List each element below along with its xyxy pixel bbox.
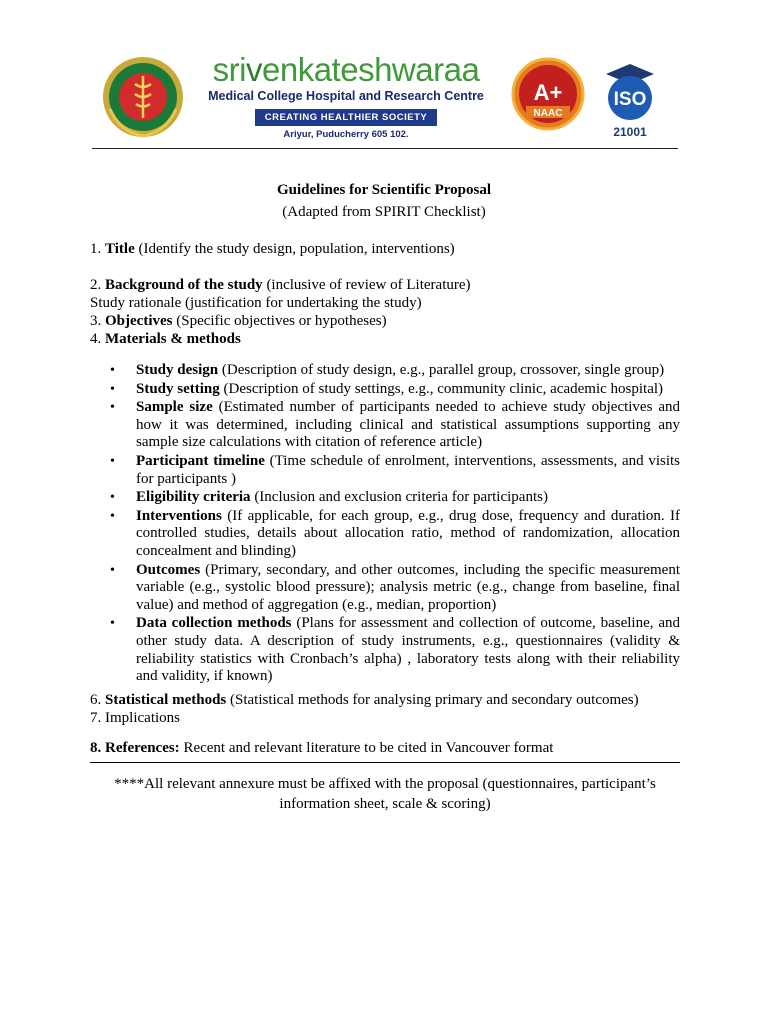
methods-bullet-list bbox=[110, 362, 680, 687]
item-background: 2. Background of the study (inclusive of review of Literature) bbox=[90, 277, 471, 293]
brand-subtitle: Medical College Hospital and Research Centre bbox=[208, 89, 484, 103]
list-item: • Interventions (If applicable, for each group, e.g., drug dose, frequency and duration. If controlled studies, details about allocation ratio, method of randomization, allocation concealment and blinding) bbox=[110, 507, 680, 559]
item-implications: 7. Implications bbox=[90, 710, 180, 726]
list-item: • Data collection methods (Plans for assessment and collection of outcome, baseline, and other study data. A description of study instruments, e.g., questionnaires (validity & reliability statistics with Cronbach’s alpha) , laboratory tests along with their reliability and validity, if known) bbox=[110, 615, 680, 685]
bullet-icon: • bbox=[110, 453, 115, 469]
item-objectives: 3. Objectives (Specific objectives or hypotheses) bbox=[90, 313, 387, 329]
bullet-icon: • bbox=[110, 381, 115, 397]
iso-label: ISO bbox=[613, 89, 647, 110]
brand-address: Ariyur, Puducherry 605 102. bbox=[283, 129, 409, 140]
brand-block bbox=[200, 52, 492, 140]
annexure-note: ****All relevant annexure must be affixed with the proposal (questionnaires, participant’s information sheet, scale & scoring) bbox=[114, 776, 656, 812]
iso-badge-logo bbox=[592, 60, 668, 138]
list-item: • Participant timeline (Time schedule of enrolment, interventions, assessments, and visits for participants ) bbox=[110, 452, 681, 487]
bullet-icon: • bbox=[110, 508, 115, 524]
document-subtitle: (Adapted from SPIRIT Checklist) bbox=[282, 204, 486, 220]
list-item: • Eligibility criteria (Inclusion and exclusion criteria for participants) bbox=[110, 489, 548, 506]
naac-badge-logo bbox=[510, 56, 586, 136]
list-item: • Outcomes (Primary, secondary, and other outcomes, including the specific measurement variable (e.g., systolic blood pressure); analysis metric (e.g., change from baseline, final value) and method of aggregation (e.g., median, proportion) bbox=[110, 561, 680, 613]
item-references: 8. References: Recent and relevant literature to be cited in Vancouver format bbox=[90, 740, 554, 756]
item-statistical-methods: 6. Statistical methods (Statistical methods for analysing primary and secondary outcomes) bbox=[90, 692, 639, 708]
iso-number: 21001 bbox=[613, 125, 647, 138]
item-materials-methods: 4. Materials & methods bbox=[90, 331, 241, 347]
bullet-icon: • bbox=[110, 616, 115, 632]
item-title: 1. Title (Identify the study design, population, interventions) bbox=[90, 241, 455, 257]
letterhead bbox=[92, 50, 678, 140]
brand-tagline: CREATING HEALTHIER SOCIETY bbox=[255, 109, 438, 126]
bullet-icon: • bbox=[110, 490, 115, 506]
item-rationale: Study rationale (justification for undertaking the study) bbox=[90, 295, 422, 311]
college-seal-logo bbox=[100, 54, 186, 140]
naac-label: NAAC bbox=[533, 108, 563, 119]
bullet-icon: • bbox=[110, 400, 115, 416]
header-divider bbox=[92, 148, 678, 149]
list-item: • Study design (Description of study design, e.g., parallel group, crossover, single group) bbox=[110, 362, 665, 378]
document-title: Guidelines for Scientific Proposal bbox=[276, 182, 492, 198]
list-item: • Sample size (Estimated number of participants needed to achieve study objectives and how it was determined, including clinical and statistical assumptions supporting any sample size calculations with citation of reference article) bbox=[110, 399, 680, 451]
references-divider bbox=[90, 762, 680, 763]
list-item: • Study setting (Description of study settings, e.g., community clinic, academic hospital) bbox=[110, 380, 664, 397]
naac-grade: A+ bbox=[533, 80, 563, 105]
brand-name: srivenkateshwaraa bbox=[212, 51, 480, 88]
bullet-icon: • bbox=[110, 562, 115, 578]
bullet-icon: • bbox=[110, 363, 115, 378]
